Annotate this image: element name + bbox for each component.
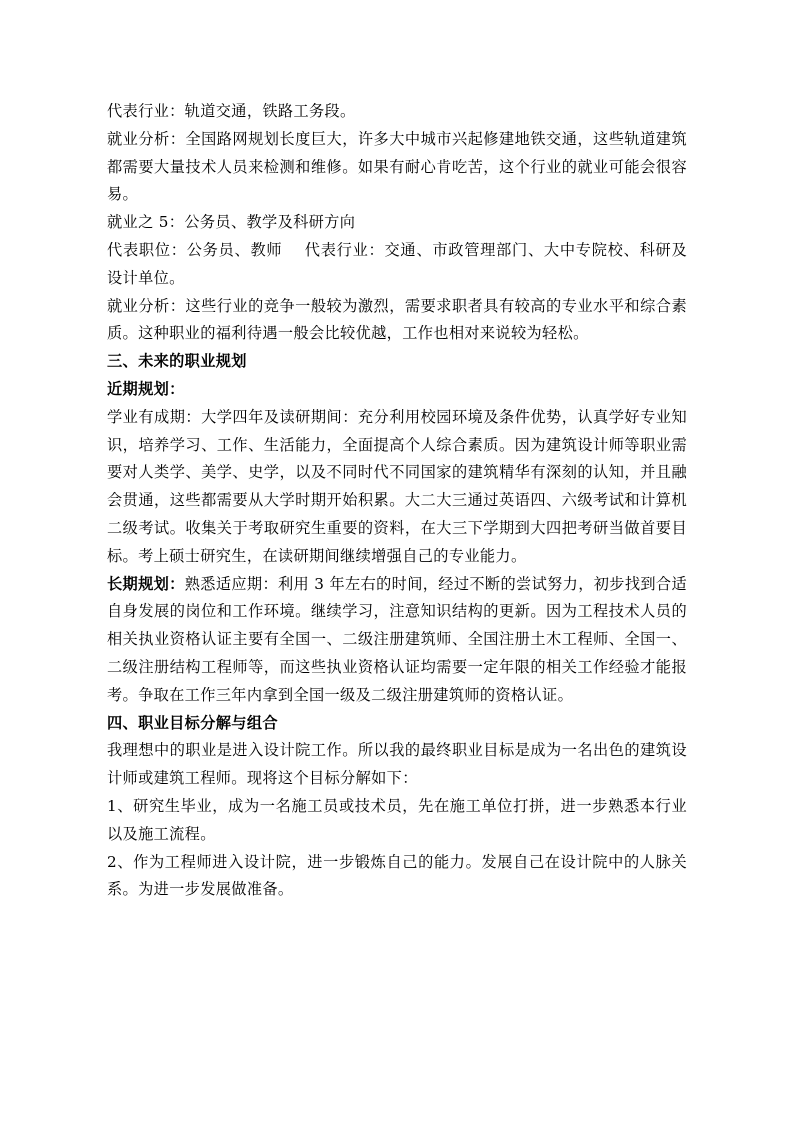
- industry-paragraph: 代表行业：轨道交通，铁路工务段。: [107, 102, 356, 120]
- subheading-near-term: 近期规划：: [107, 379, 185, 398]
- position-industry-paragraph: [107, 237, 687, 293]
- goal-step-1: 1、研究生毕业，成为一名施工员或技术员，先在施工单位打拼，进一步熟悉本行业以及施工流程。: [107, 796, 687, 843]
- long-term-plan-text: 熟悉适应期：利用 3 年左右的时间，经过不断的尝试努力，初步找到合适自身发展的岗位和工作环境。继续学习，注意知识结构的更新。因为工程技术人员的相关执业资格认证主要有全国一、二级注册建筑师、全国注册土木工程师、全国一、二级注册结构工程师等，而这些执业资格认证均需要一定年限的相关工作经验才能报考。争取在工作三年内拿到全国一级及二级注册建筑师的资格认证。: [107, 574, 688, 704]
- section-heading-3: 三、未来的职业规划: [107, 352, 247, 371]
- representative-positions: 代表职位：公务员、教师: [107, 240, 283, 259]
- employment-analysis-paragraph-2: 就业分析：这些行业的竞争一般较为激烈，需要求职者具有较高的专业水平和综合素质。这种职业的福利待遇一般会比较优越，工作也相对来说较为轻松。: [107, 296, 687, 343]
- employment-analysis-paragraph-1: 就业分析：全国路网规划长度巨大，许多大中城市兴起修建地铁交通，这些轨道建筑都需要大量技术人员来检测和维修。如果有耐心肯吃苦，这个行业的就业可能会很容易。: [107, 129, 687, 204]
- long-term-plan-paragraph: [107, 571, 687, 710]
- near-term-plan-paragraph: 学业有成期：大学四年及读研期间：充分利用校园环境及条件优势，认真学好专业知识，培养学习、工作、生活能力，全面提高个人综合素质。因为建筑设计师等职业需要对人类学、美学、史学，以及不同时代不同国家的建筑精华有深刻的认知，并且融会贯通，这些都需要从大学时期开始积累。大二大三通过英语四、六级考试和计算机二级考试。收集关于考取研究生重要的资料，在大三下学期到大四把考研当做首要目标。考上硕士研究生，在读研期间继续增强自己的专业能力。: [107, 407, 687, 565]
- goal-step-2: 2、作为工程师进入设计院，进一步锻炼自己的能力。发展自己在设计院中的人脉关系。为进一步发展做准备。: [107, 852, 687, 899]
- career-goal-paragraph: 我理想中的职业是进入设计院工作。所以我的最终职业目标是成为一名出色的建筑设计师或建筑工程师。现将这个目标分解如下：: [107, 741, 687, 788]
- representative-industries: 代表行业：交通、市政管理部门、大中专院校、科研及设计单位。: [107, 240, 687, 287]
- long-term-plan-label: 长期规划：: [107, 574, 185, 593]
- section-heading-4: 四、职业目标分解与组合: [107, 713, 278, 732]
- document-page: [107, 98, 687, 904]
- employment-option-5-title: 就业之 5：公务员、教学及科研方向: [107, 213, 356, 232]
